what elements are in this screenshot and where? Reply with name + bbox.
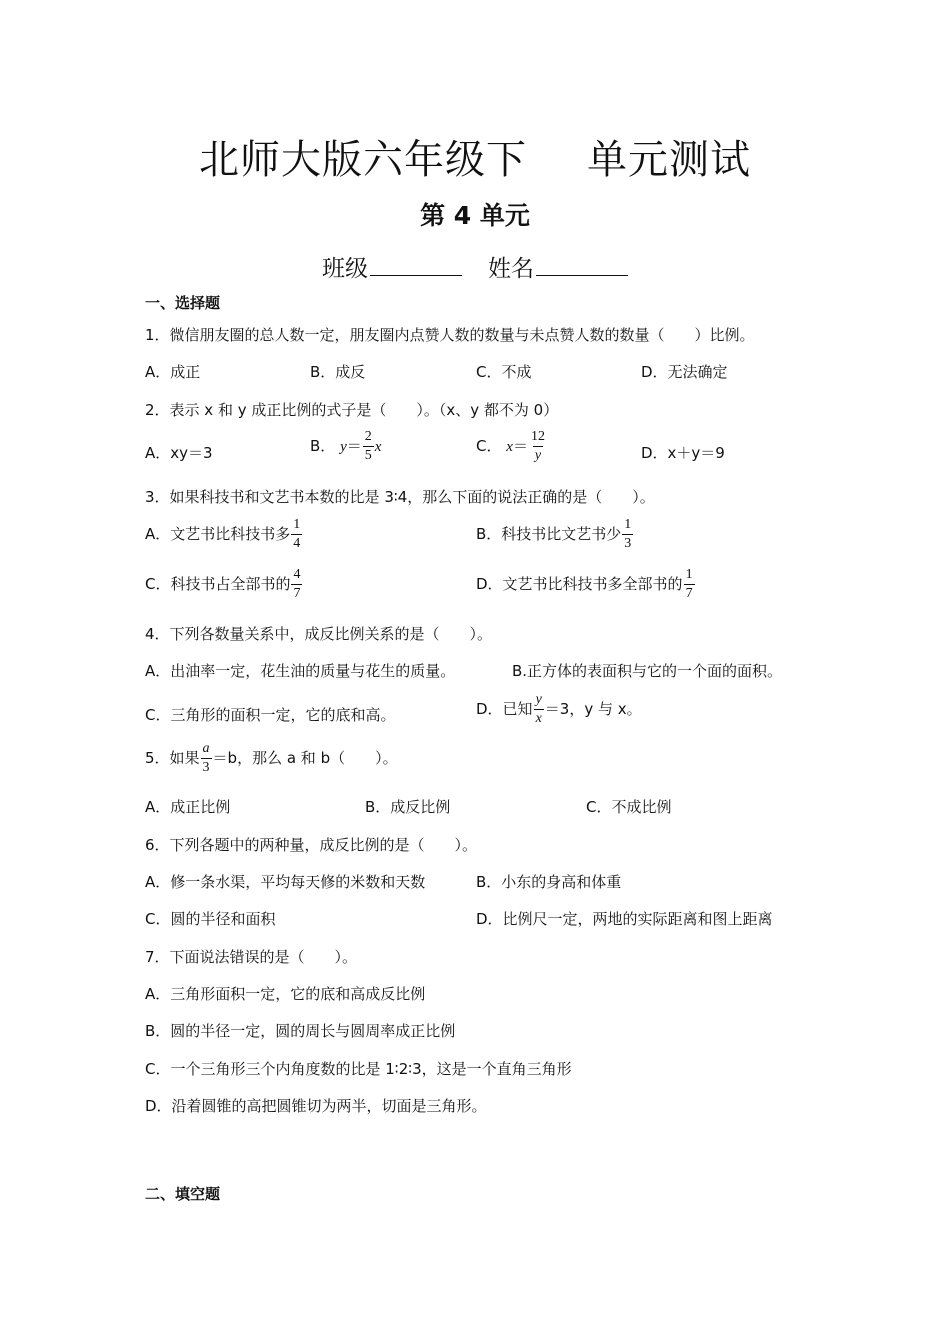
title-right: 单元测试	[587, 137, 751, 183]
q3-a-num: 1	[293, 517, 301, 532]
q3-a-den: 4	[293, 536, 301, 551]
q3-option-a[interactable]	[145, 518, 303, 551]
q4-option-d[interactable]	[476, 693, 642, 726]
q1-stem: 1．微信朋友圈的总人数一定，朋友圈内点赞人数的数量与未点赞人数的数量（ ）比例。	[145, 326, 755, 344]
q3-option-d[interactable]	[476, 568, 696, 601]
q3-c-fraction	[291, 568, 302, 601]
q4-stem: 4．下列各数量关系中，成反比例关系的是（ ）。	[145, 625, 493, 643]
q4-d-prefix: D．已知	[476, 700, 533, 718]
q2-b-var: x	[374, 439, 382, 455]
q2-option-c[interactable]	[476, 430, 548, 463]
q2-option-b[interactable]	[310, 430, 381, 463]
q5-option-c[interactable]: C．不成比例	[586, 798, 672, 816]
q6-option-b[interactable]: B．小东的身高和体重	[476, 873, 622, 891]
q4-d-fraction	[534, 693, 544, 726]
q3-stem: 3．如果科技书和文艺书本数的比是 3∶4，那么下面的说法正确的是（ ）。	[145, 488, 655, 506]
q3-c-text: C．科技书占全部书的	[145, 575, 291, 593]
q2-c-prefix: C．	[476, 437, 502, 455]
q1-option-c[interactable]: C．不成	[476, 363, 532, 381]
q5-option-a[interactable]: A．成正比例	[145, 798, 231, 816]
q5-fraction	[201, 742, 212, 775]
class-label: 班级	[322, 256, 368, 282]
q4-d-den: x	[535, 711, 542, 726]
q6-option-c[interactable]: C．圆的半径和面积	[145, 910, 276, 928]
q7-option-b[interactable]: B．圆的半径一定，圆的周长与圆周率成正比例	[145, 1022, 456, 1040]
q3-b-fraction	[622, 518, 633, 551]
q4-d-eq: ＝3	[544, 700, 570, 718]
q2-c-num: 12	[530, 429, 545, 444]
q5-option-b[interactable]: B．成反比例	[365, 798, 451, 816]
q6-option-d[interactable]: D．比例尺一定，两地的实际距离和图上距离	[476, 910, 773, 928]
q2-b-den: 5	[364, 448, 372, 463]
section-fill-heading: 二、填空题	[145, 1185, 221, 1203]
q3-b-num: 1	[624, 517, 632, 532]
q4-option-b[interactable]: B.正方体的表面积与它的一个面的面积。	[512, 662, 783, 680]
q4-option-a[interactable]: A．出油率一定，花生油的质量与花生的质量。	[145, 662, 456, 680]
q7-stem: 7．下面说法错误的是（ ）。	[145, 948, 358, 966]
page-title	[0, 128, 950, 185]
q5-stem-suffix: ＝b，那么 a 和 b（ ）。	[212, 749, 398, 767]
q3-option-c[interactable]	[145, 568, 303, 601]
q3-b-den: 3	[624, 536, 632, 551]
name-label: 姓名	[488, 256, 534, 282]
q2-b-num: 2	[364, 429, 372, 444]
q3-d-fraction	[684, 568, 695, 601]
q7-option-d[interactable]: D．沿着圆锥的高把圆锥切为两半，切面是三角形。	[145, 1097, 487, 1115]
unit-subtitle: 第 4 单元	[420, 201, 530, 230]
q3-a-fraction	[291, 518, 302, 551]
q5-den: 3	[202, 760, 210, 775]
q2-option-d[interactable]: D．x＋y＝9	[641, 444, 725, 462]
q5-stem-prefix: 5．如果	[145, 749, 200, 767]
q6-option-a[interactable]: A．修一条水渠，平均每天修的米数和天数	[145, 873, 426, 891]
section-choice-heading: 一、选择题	[145, 294, 221, 312]
q3-a-text: A．文艺书比科技书多	[145, 525, 291, 543]
title-left: 北师大版六年级下	[199, 137, 527, 183]
q4-d-num: y	[535, 692, 542, 707]
q3-c-den: 7	[293, 586, 301, 601]
q2-stem: 2．表示 x 和 y 成正比例的式子是（ ）。（x、y 都不为 0）	[145, 401, 559, 419]
student-info	[0, 250, 950, 283]
q2-b-fraction	[363, 430, 374, 463]
q1-option-d[interactable]: D．无法确定	[641, 363, 728, 381]
q2-b-lhs: y	[340, 439, 347, 455]
q6-stem: 6．下列各题中的两种量，成反比例的是（ ）。	[145, 836, 478, 854]
q3-c-num: 4	[293, 567, 301, 582]
q2-b-prefix: B．	[310, 437, 336, 455]
q7-option-c[interactable]: C．一个三角形三个内角度数的比是 1∶2∶3，这是一个直角三角形	[145, 1060, 572, 1078]
q2-c-eq: ＝	[512, 437, 528, 455]
q5-num: a	[202, 741, 210, 756]
q1-option-b[interactable]: B．成反	[310, 363, 366, 381]
q4-d-suffix: ，y 与 x。	[569, 700, 642, 718]
q3-b-text: B．科技书比文艺书少	[476, 525, 622, 543]
q3-d-text: D．文艺书比科技书多全部书的	[476, 575, 683, 593]
q7-option-a[interactable]: A．三角形面积一定，它的底和高成反比例	[145, 985, 426, 1003]
q3-d-den: 7	[685, 586, 693, 601]
class-blank[interactable]	[370, 253, 462, 276]
q3-option-b[interactable]	[476, 518, 634, 551]
q4-option-c[interactable]: C．三角形的面积一定，它的底和高。	[145, 706, 396, 724]
q5-stem	[145, 742, 398, 775]
q2-c-den: y	[534, 448, 542, 463]
q2-c-lhs: x	[506, 439, 513, 455]
name-blank[interactable]	[536, 253, 628, 276]
q2-c-fraction	[529, 430, 547, 463]
q1-option-a[interactable]: A．成正	[145, 363, 201, 381]
q3-d-num: 1	[685, 567, 693, 582]
q2-option-a[interactable]: A．xy＝3	[145, 444, 213, 462]
q2-b-eq: ＝	[346, 437, 362, 455]
